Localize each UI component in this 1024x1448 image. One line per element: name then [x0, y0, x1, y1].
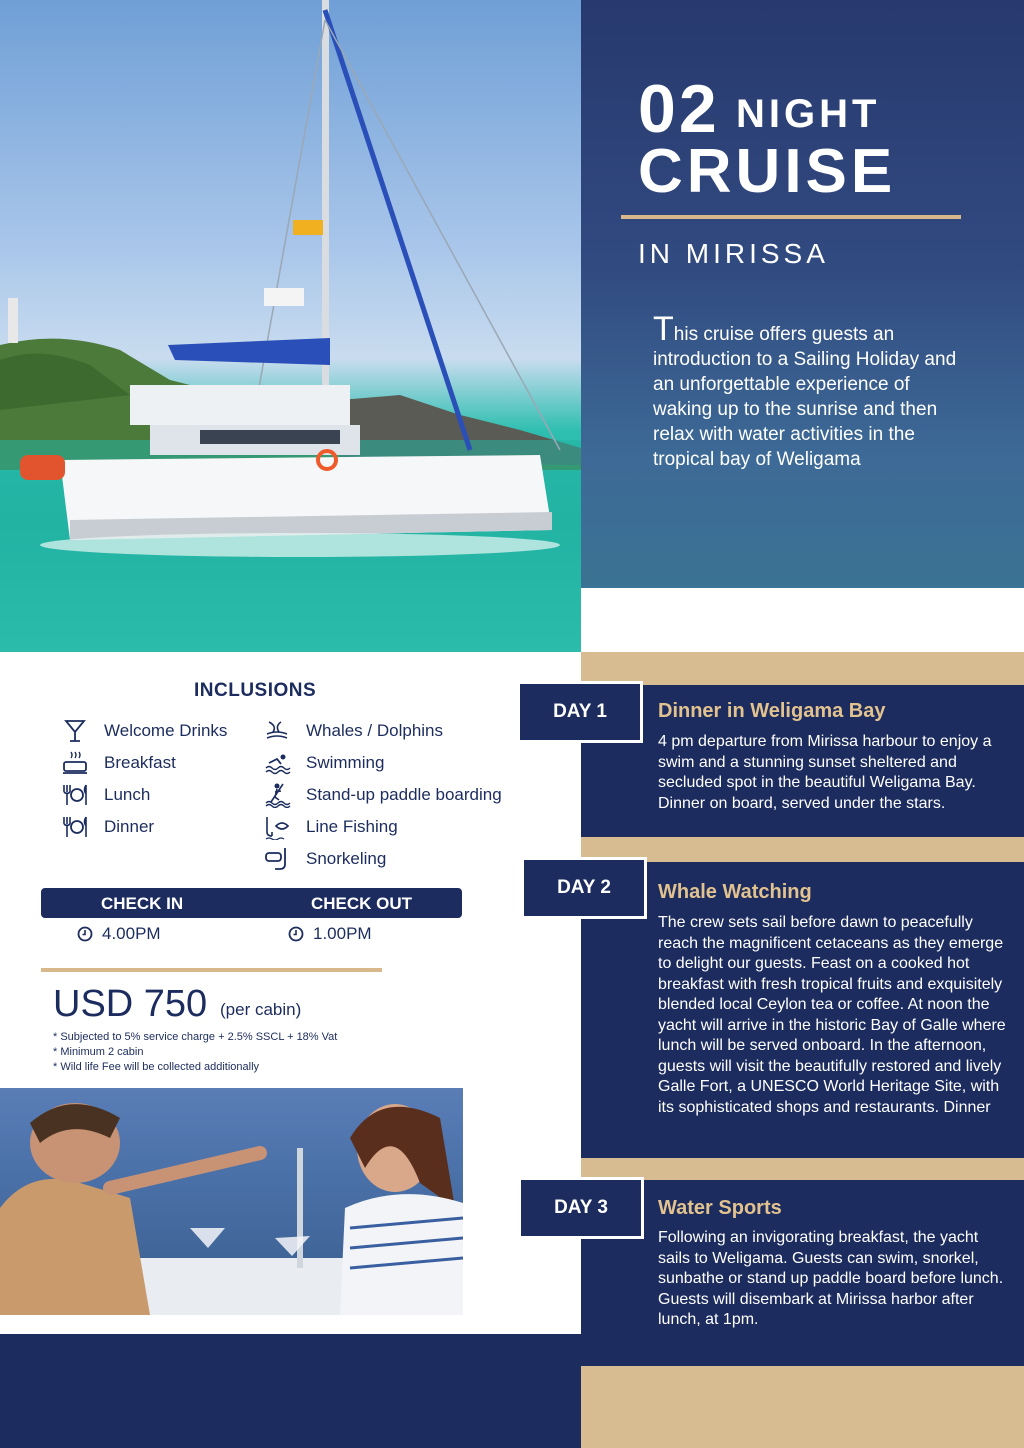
- check-in-out-bar: [41, 888, 462, 918]
- check-in-time: 4.00PM: [77, 924, 161, 944]
- snorkel-icon: [260, 845, 294, 873]
- day-1-card: [581, 685, 1024, 837]
- breakfast-icon: [58, 749, 92, 777]
- day-2-text: The crew sets sail before dawn to peacefully reach the magnificent cetaceans as they emerge to delight our guests. Feast on a cooked hot breakfast with fresh tropical fruits and exquisitely blended local Ceylon tea or coffee. At noon the yacht will arrive in the historic Bay of Galle where lunch will be served onboard. In the afternoon, guests will visit the beautifully restored and lively Galle Fort, a UNESCO World Heritage Site, with its sophisticated shops and restaurants. Dinner: [658, 914, 1006, 1116]
- cocktail-icon: [58, 717, 92, 745]
- check-out-label: CHECK OUT: [311, 894, 413, 913]
- price-note: * Minimum 2 cabin: [53, 1046, 144, 1058]
- whale-icon: [260, 717, 294, 745]
- inclusion-welcome-drinks: Welcome Drinks: [58, 717, 227, 745]
- price-note: * Subjected to 5% service charge + 2.5% SSCL + 18% Vat: [53, 1031, 338, 1043]
- inclusion-dinner: Dinner: [58, 813, 154, 841]
- cutlery-icon: [58, 781, 92, 809]
- price-note: * Wild life Fee will be collected additionally: [53, 1061, 260, 1073]
- price-unit: (per cabin): [220, 1000, 302, 1019]
- clock-icon: [288, 926, 304, 942]
- hero-panel: [581, 0, 1024, 588]
- check-out-time: 1.00PM: [288, 924, 372, 944]
- day-3-text: Following an invigorating breakfast, the yacht sails to Weligama. Guests can swim, snorkel, sunbathe or stand up paddle board before lunch. Guests will disembark at Mirissa harbor after lunch, at 1pm.: [658, 1229, 1004, 1328]
- check-in-label: CHECK IN: [101, 894, 184, 913]
- inclusion-lunch: Lunch: [58, 781, 150, 809]
- inclusion-snorkeling: Snorkeling: [260, 845, 386, 873]
- day-3-title: Water Sports: [658, 1197, 782, 1219]
- couple-photo: [0, 1088, 463, 1315]
- day-1-title: Dinner in Weligama Bay: [658, 700, 886, 722]
- day-2-label: DAY 2: [521, 857, 647, 919]
- inclusion-line-fishing: Line Fishing: [260, 813, 398, 841]
- intro-text: his cruise offers guests an introduction to a Sailing Holiday and an unforgettable experience of waking up to the sunrise and then relax with water activities in the tropical bay of Weligama: [653, 324, 957, 470]
- price-amount: USD 750: [53, 983, 208, 1025]
- gold-footer-block: [581, 1366, 1024, 1448]
- day-3-label: DAY 3: [518, 1177, 644, 1239]
- hero-divider: [621, 215, 961, 219]
- hero-night-word: NIGHT: [736, 92, 881, 136]
- day-1-text: 4 pm departure from Mirissa harbour to enjoy a swim and a stunning sunset sheltered and secluded spot in the beautiful Weligama Bay. Dinner on board, served under the stars.: [658, 733, 992, 812]
- hero-cruise-word: CRUISE: [638, 137, 897, 206]
- inclusion-paddle-boarding: Stand-up paddle boarding: [260, 781, 502, 809]
- day-2-title: Whale Watching: [658, 881, 812, 903]
- cutlery-icon: [58, 813, 92, 841]
- day-2-card: [581, 862, 1024, 1158]
- intro-drop-cap: T: [653, 310, 674, 348]
- hero-intro: [653, 310, 973, 472]
- catamaran-photo: [0, 0, 581, 652]
- inclusion-breakfast: Breakfast: [58, 749, 176, 777]
- fishing-icon: [260, 813, 294, 841]
- clock-icon: [77, 926, 93, 942]
- inclusion-whales-dolphins: Whales / Dolphins: [260, 717, 443, 745]
- hero-subtitle: IN MIRISSA: [638, 238, 829, 269]
- hero-night-count: 02: [638, 71, 720, 147]
- inclusions-title: INCLUSIONS: [194, 680, 317, 701]
- price-divider: [41, 968, 382, 972]
- paddle-icon: [260, 781, 294, 809]
- navy-footer-block: [0, 1334, 581, 1448]
- day-3-card: [581, 1180, 1024, 1366]
- swimmer-icon: [260, 749, 294, 777]
- inclusion-swimming: Swimming: [260, 749, 384, 777]
- day-1-label: DAY 1: [517, 681, 643, 743]
